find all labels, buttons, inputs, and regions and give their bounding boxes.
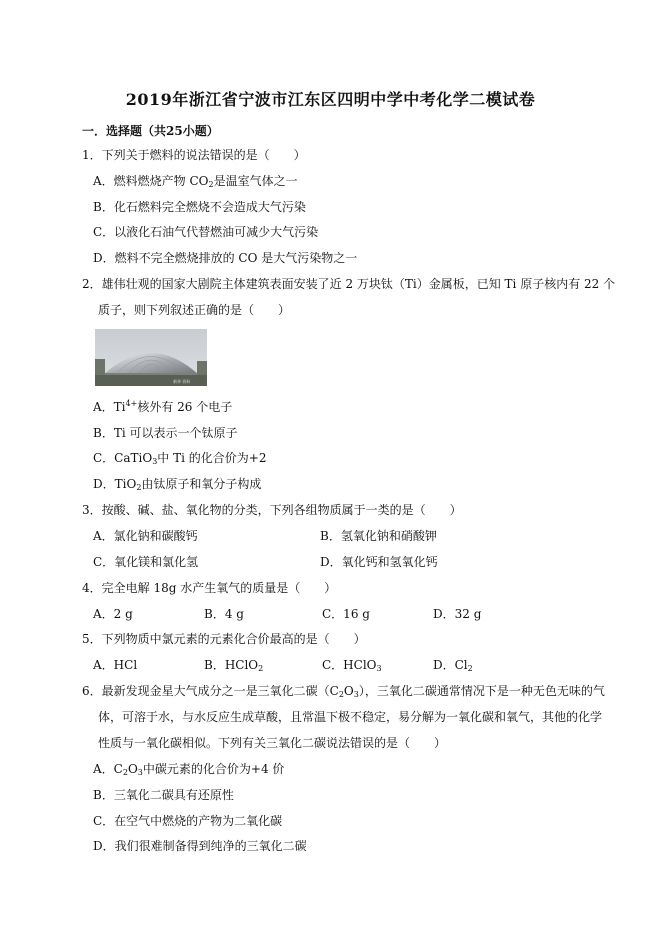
photo-caption: 新华 资料	[173, 379, 191, 384]
q3-option-b: B．氢氧化钠和硝酸钾	[320, 529, 437, 543]
q4-option-c: C．16 g	[322, 607, 370, 621]
page-title: 2019年浙江省宁波市江东区四明中学中考化学二模试卷	[125, 90, 536, 109]
q3-stem: 3．按酸、碱、盐、氧化物的分类，下列各组物质属于一类的是（ ）	[82, 503, 462, 517]
q1-option-d: D．燃料不完全燃烧排放的 CO 是大气污染物之一	[93, 251, 358, 265]
q1-option-b: B．化石燃料完全燃烧不会造成大气污染	[93, 200, 306, 214]
q6-stem-line3: 性质与一氧化碳相似。下列有关三氧化二碳说法错误的是（ ）	[98, 736, 447, 750]
q2-option-b: B．Ti 可以表示一个钛原子	[93, 426, 238, 440]
q3-option-a: A．氯化钠和碳酸钙	[93, 529, 198, 543]
q5-option-d: D．$Cl_2$	[433, 658, 473, 673]
q3-option-c: C．氧化镁和氯化氢	[93, 555, 199, 569]
q1-option-c: C．以液化石油气代替燃油可减少大气污染	[93, 225, 319, 239]
q6-option-c: C．在空气中燃烧的产物为二氧化碳	[93, 814, 283, 828]
q6-stem-line2: 体，可溶于水，与水反应生成草酸，且常温下极不稳定，易分解为一氧化碳和氧气，其他的化学	[98, 710, 603, 724]
q2-option-c: C．CaTiO$_3$中 Ti 的化合价为+2	[93, 451, 267, 466]
q4-stem: 4．完全电解 18g 水产生氧气的质量是（ ）	[82, 581, 337, 595]
q5-option-c: C．HClO$_3$	[322, 658, 382, 673]
q5-stem: 5．下列物质中氯元素的元素化合价最高的是（ ）	[82, 632, 366, 646]
q5-option-a: A．HCl	[93, 658, 138, 672]
q6-option-a: A．$C_2O_3$中碳元素的化合价为+4 价	[93, 762, 285, 777]
opera-house-photo	[95, 329, 207, 386]
q4-option-d: D．32 g	[433, 607, 482, 621]
q1-option-a: A．燃料燃烧产物 $CO_2$是温室气体之一	[93, 174, 298, 189]
q6-option-d: D．我们很难制备得到纯净的三氧化二碳	[93, 839, 307, 853]
q2-stem-line2: 质子，则下列叙述正确的是（ ）	[98, 303, 291, 317]
section-heading: 一．选择题（共25小题）	[82, 124, 219, 138]
q1-stem: 1．下列关于燃料的说法错误的是（ ）	[82, 148, 306, 162]
q4-option-b: B．4 g	[204, 607, 244, 621]
q2-option-d: D．TiO$_2$由钛原子和氧分子构成	[93, 477, 262, 492]
q6-stem-line1: 6．最新发现金星大气成分之一是三氧化二碳$(C_2O_3)$，三氧化二碳通常情况下是一种无色无味的气	[82, 684, 605, 699]
q2-option-a: A．$Ti^{4+}$核外有 26 个电子	[93, 399, 233, 414]
q5-option-b: B．HClO$_2$	[204, 658, 264, 673]
q4-option-a: A．2 g	[93, 607, 133, 621]
q3-option-d: D．氧化钙和氢氧化钙	[320, 555, 438, 569]
q6-option-b: B．三氧化二碳具有还原性	[93, 788, 234, 802]
q2-stem-line1: 2．雄伟壮观的国家大剧院主体建筑表面安装了近 2 万块钛（Ti）金属板，已知 Ti 原子核内有 22 个	[82, 277, 616, 291]
